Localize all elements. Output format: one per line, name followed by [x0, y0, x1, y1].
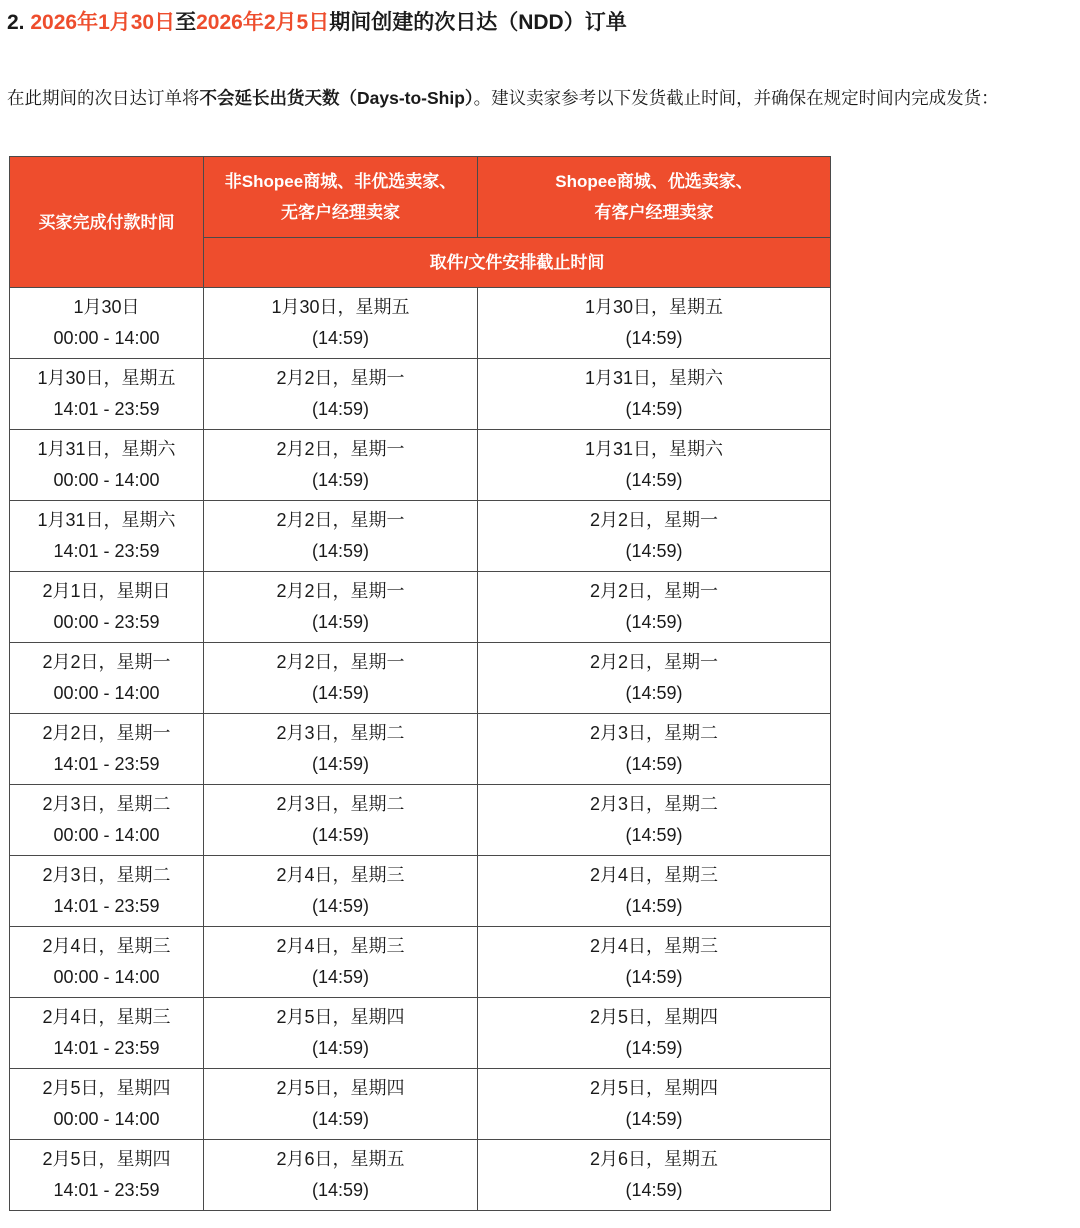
cell-date: 2月6日，星期五 [276, 1149, 405, 1169]
cell-time: (14:59) [311, 399, 370, 419]
mall-cutoff-cell [478, 1069, 831, 1140]
payment-time-cell [10, 998, 204, 1069]
cell-date: 1月31日，星期六 [584, 368, 724, 388]
non-mall-cutoff-cell [204, 714, 478, 785]
cell-date: 2月2日，星期一 [589, 510, 719, 530]
mall-cutoff-cell [478, 785, 831, 856]
cell-time: (14:59) [625, 328, 683, 348]
payment-time-cell [10, 501, 204, 572]
non-mall-cutoff-cell [204, 359, 478, 430]
cell-time: (14:59) [311, 825, 370, 845]
cell-time: 00:00 - 14:00 [53, 470, 160, 490]
table-row [10, 1069, 831, 1140]
intro-after: 。建议卖家参考以下发货截止时间，并确保在规定时间内完成发货： [473, 88, 999, 108]
header-cutoff-subheader: 取件/文件安排截止时间 [204, 238, 831, 288]
header-mall-sellers [478, 157, 831, 238]
cell-time: 00:00 - 14:00 [53, 328, 160, 348]
non-mall-cutoff-cell [204, 1069, 478, 1140]
cell-time: 00:00 - 14:00 [53, 683, 160, 703]
payment-time-cell [10, 288, 204, 359]
cell-time: (14:59) [625, 896, 683, 916]
cell-date: 2月4日，星期三 [589, 936, 719, 956]
cell-time: 14:01 - 23:59 [53, 754, 160, 774]
heading-suffix: 期间创建的次日达（NDD）订单 [329, 11, 627, 34]
intro-paragraph [7, 84, 999, 112]
cell-time: 00:00 - 14:00 [53, 1109, 160, 1129]
payment-time-cell [10, 643, 204, 714]
cell-date: 2月4日，星期三 [42, 936, 171, 956]
heading-prefix: 2. [7, 11, 31, 34]
intro-bold: 不会延长出货天数（Days-to-Ship） [199, 88, 474, 108]
cell-date: 2月4日，星期三 [589, 865, 719, 885]
cell-date: 2月2日，星期一 [42, 652, 171, 672]
cell-date: 2月2日，星期一 [276, 652, 405, 672]
cell-time: (14:59) [625, 1038, 683, 1058]
cell-time: (14:59) [311, 754, 370, 774]
heading-connector: 至 [175, 11, 197, 34]
cell-date: 1月31日，星期六 [37, 439, 176, 459]
table-row [10, 856, 831, 927]
cell-time: (14:59) [311, 896, 370, 916]
cell-time: 00:00 - 23:59 [53, 612, 160, 632]
cell-date: 1月31日，星期六 [37, 510, 176, 530]
cell-date: 2月2日，星期一 [276, 581, 405, 601]
cell-date: 2月4日，星期三 [276, 936, 405, 956]
table-header [10, 157, 831, 288]
cell-date: 2月4日，星期三 [42, 1007, 171, 1027]
non-mall-cutoff-cell [204, 927, 478, 998]
mall-cutoff-cell [478, 927, 831, 998]
mall-cutoff-cell [478, 714, 831, 785]
payment-time-cell [10, 927, 204, 998]
cell-time: (14:59) [625, 1180, 683, 1200]
table-row [10, 998, 831, 1069]
cell-time: (14:59) [625, 967, 683, 987]
cell-date: 2月4日，星期三 [276, 865, 405, 885]
payment-time-cell [10, 1069, 204, 1140]
header-non-mall-line1: 非Shopee商城、非优选卖家、 [224, 172, 457, 191]
cell-time: 14:01 - 23:59 [53, 399, 160, 419]
mall-cutoff-cell [478, 1140, 831, 1211]
cell-date: 2月3日，星期二 [276, 794, 405, 814]
mall-cutoff-cell [478, 856, 831, 927]
mall-cutoff-cell [478, 288, 831, 359]
cell-time: (14:59) [311, 1109, 370, 1129]
cell-time: (14:59) [311, 612, 370, 632]
non-mall-cutoff-cell [204, 572, 478, 643]
non-mall-cutoff-cell [204, 998, 478, 1069]
cell-date: 1月30日，星期五 [584, 297, 724, 317]
heading-date-end: 2026年2月5日 [196, 11, 330, 34]
cell-time: (14:59) [625, 612, 683, 632]
cell-time: (14:59) [311, 1180, 370, 1200]
cell-date: 1月30日 [73, 297, 140, 317]
payment-time-cell [10, 785, 204, 856]
mall-cutoff-cell [478, 359, 831, 430]
intro-before: 在此期间的次日达订单将 [7, 88, 200, 108]
cell-date: 2月5日，星期四 [276, 1007, 405, 1027]
payment-time-cell [10, 714, 204, 785]
cell-date: 1月30日，星期五 [271, 297, 410, 317]
cell-time: (14:59) [311, 328, 370, 348]
cell-date: 2月5日，星期四 [589, 1007, 719, 1027]
payment-time-cell [10, 430, 204, 501]
cell-date: 2月3日，星期二 [42, 865, 171, 885]
mall-cutoff-cell [478, 430, 831, 501]
cell-time: 14:01 - 23:59 [53, 1038, 160, 1058]
shipping-cutoff-table [9, 156, 831, 1211]
header-non-mall-line2: 无客户经理卖家 [281, 203, 400, 222]
cell-time: (14:59) [311, 967, 370, 987]
cell-date: 2月2日，星期一 [276, 368, 405, 388]
payment-time-cell [10, 572, 204, 643]
cell-date: 2月2日，星期一 [589, 581, 719, 601]
cell-date: 2月5日，星期四 [42, 1149, 171, 1169]
cell-date: 2月5日，星期四 [276, 1078, 405, 1098]
cell-time: (14:59) [311, 683, 370, 703]
header-non-mall-sellers [204, 157, 478, 238]
payment-time-cell [10, 359, 204, 430]
cell-time: 14:01 - 23:59 [53, 1180, 160, 1200]
non-mall-cutoff-cell [204, 1140, 478, 1211]
table-row [10, 927, 831, 998]
table-row [10, 785, 831, 856]
table-row [10, 1140, 831, 1211]
non-mall-cutoff-cell [204, 501, 478, 572]
header-mall-line1: Shopee商城、优选卖家、 [555, 172, 753, 191]
table-row [10, 288, 831, 359]
non-mall-cutoff-cell [204, 785, 478, 856]
mall-cutoff-cell [478, 572, 831, 643]
cell-date: 2月1日，星期日 [42, 581, 171, 601]
cell-time: (14:59) [625, 470, 683, 490]
mall-cutoff-cell [478, 643, 831, 714]
cell-time: (14:59) [625, 754, 683, 774]
cell-time: 00:00 - 14:00 [53, 825, 160, 845]
cell-time: (14:59) [311, 1038, 370, 1058]
cell-time: (14:59) [311, 541, 370, 561]
cell-time: (14:59) [625, 399, 683, 419]
header-mall-line2: 有客户经理卖家 [594, 203, 714, 222]
payment-time-cell [10, 1140, 204, 1211]
non-mall-cutoff-cell [204, 643, 478, 714]
section-heading [7, 8, 627, 38]
header-payment-time: 买家完成付款时间 [10, 157, 204, 288]
cell-date: 1月31日，星期六 [584, 439, 724, 459]
heading-date-start: 2026年1月30日 [30, 11, 176, 34]
table-row [10, 714, 831, 785]
cell-date: 2月2日，星期一 [42, 723, 171, 743]
cell-date: 2月2日，星期一 [276, 439, 405, 459]
cell-date: 2月3日，星期二 [276, 723, 405, 743]
cell-time: (14:59) [625, 1109, 683, 1129]
cell-date: 2月3日，星期二 [589, 794, 719, 814]
cell-time: (14:59) [625, 683, 683, 703]
cell-time: 00:00 - 14:00 [53, 967, 160, 987]
non-mall-cutoff-cell [204, 430, 478, 501]
cell-date: 1月30日，星期五 [37, 368, 176, 388]
non-mall-cutoff-cell [204, 288, 478, 359]
table-row [10, 359, 831, 430]
cell-date: 2月6日，星期五 [589, 1149, 719, 1169]
cell-date: 2月5日，星期四 [42, 1078, 171, 1098]
cell-time: (14:59) [311, 470, 370, 490]
payment-time-cell [10, 856, 204, 927]
table-row [10, 643, 831, 714]
table-body [10, 288, 831, 1211]
cell-date: 2月2日，星期一 [589, 652, 719, 672]
cell-date: 2月2日，星期一 [276, 510, 405, 530]
cell-date: 2月3日，星期二 [42, 794, 171, 814]
cell-time: 14:01 - 23:59 [53, 541, 160, 561]
cell-date: 2月5日，星期四 [589, 1078, 719, 1098]
cell-time: (14:59) [625, 825, 683, 845]
table-row [10, 430, 831, 501]
cell-time: (14:59) [625, 541, 683, 561]
cell-date: 2月3日，星期二 [589, 723, 719, 743]
cell-time: 14:01 - 23:59 [53, 896, 160, 916]
non-mall-cutoff-cell [204, 856, 478, 927]
mall-cutoff-cell [478, 998, 831, 1069]
table-row [10, 501, 831, 572]
table-row [10, 572, 831, 643]
mall-cutoff-cell [478, 501, 831, 572]
